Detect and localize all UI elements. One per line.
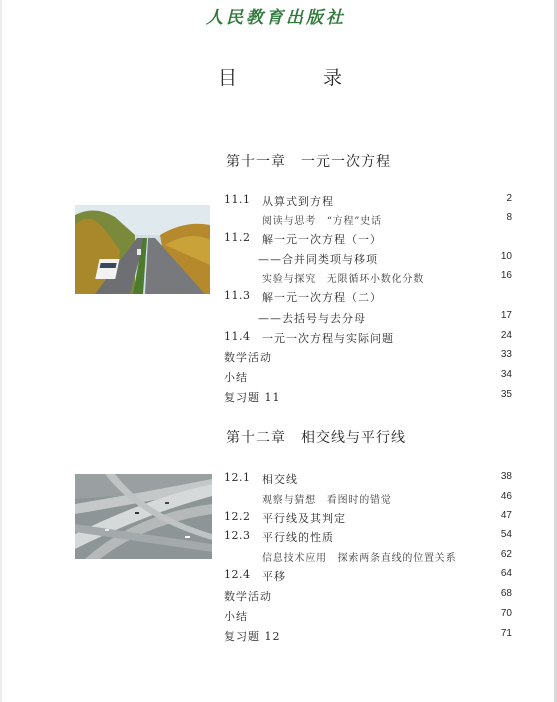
subsection-title: ——合并同类项与移项 [258,253,378,266]
section-title: 相交线 [262,473,298,486]
page-number: 46 [500,491,512,502]
section-number: 11.2 [224,231,251,244]
toc-row[interactable] [224,389,512,407]
subsection-title: 观察与猜想 看图时的错觉 [262,495,392,506]
page-number: 8 [506,212,512,223]
section-number: 12.1 [224,471,251,484]
toc-row[interactable] [224,231,512,249]
toc-row[interactable] [224,310,512,328]
subsection-title: 信息技术应用 探索两条直线的位置关系 [262,553,457,564]
toc-title: 目 录 [218,67,383,89]
section-title: 数学活动 [224,351,272,364]
section-number: 12.2 [224,510,251,523]
page-number: 24 [500,330,512,341]
toc-row[interactable] [224,529,512,547]
page-number: 35 [500,389,512,400]
page-number: 54 [500,529,512,540]
section-number: 12.3 [224,529,251,542]
section-title: 小结 [224,371,248,384]
subsection-title: 阅读与思考 “方程”史话 [262,216,382,227]
toc-row[interactable] [224,193,512,211]
page-number: 71 [500,628,512,639]
toc-row[interactable] [224,608,512,626]
toc-row[interactable] [224,270,512,288]
page-number: 33 [500,349,512,360]
section-title: 解一元一次方程（一） [262,233,382,246]
toc-row[interactable] [224,510,512,528]
toc-row[interactable] [224,471,512,489]
interchange-photo [75,474,212,559]
page-number: 70 [500,608,512,619]
subsection-title: 实验与探究 无限循环小数化分数 [262,274,424,285]
publisher-logo: 人民教育出版社 [206,8,346,28]
toc-row[interactable] [224,330,512,348]
section-title: 复习题 12 [224,630,281,643]
section-title: 小结 [224,610,248,623]
toc-row[interactable] [224,588,512,606]
section-number: 11.4 [224,330,251,343]
section-title: 平行线及其判定 [262,512,346,525]
highway-bus-photo [75,205,210,294]
section-title: 数学活动 [224,590,272,603]
page-number: 17 [500,310,512,321]
section-title: 平移 [262,570,286,583]
page-number: 62 [500,549,512,560]
toc-row[interactable] [224,251,512,269]
section-title: 从算式到方程 [262,195,334,208]
section-number: 11.3 [224,289,251,302]
page-number: 68 [500,588,512,599]
chapter-11-title: 第十一章 一元一次方程 [226,154,391,170]
section-title: 复习题 11 [224,391,281,404]
toc-row[interactable] [224,289,512,307]
toc-row[interactable] [224,549,512,567]
page-left-edge [0,0,2,702]
page-number: 34 [500,369,512,380]
page-number: 47 [500,510,512,521]
page-number: 64 [500,568,512,579]
toc-row[interactable] [224,628,512,646]
toc-row[interactable] [224,349,512,367]
page-number: 16 [500,270,512,281]
page-number: 38 [500,471,512,482]
page-number: 2 [506,193,512,204]
toc-row[interactable] [224,212,512,230]
subsection-title: ——去括号与去分母 [258,312,366,325]
section-title: 平行线的性质 [262,531,334,544]
section-number: 11.1 [224,193,251,206]
toc-row[interactable] [224,568,512,586]
section-title: 一元一次方程与实际问题 [262,332,394,345]
section-title: 解一元一次方程（二） [262,291,382,304]
page-number: 10 [500,251,512,262]
toc-row[interactable] [224,491,512,509]
toc-row[interactable] [224,369,512,387]
section-number: 12.4 [224,568,251,581]
chapter-12-title: 第十二章 相交线与平行线 [226,430,406,446]
